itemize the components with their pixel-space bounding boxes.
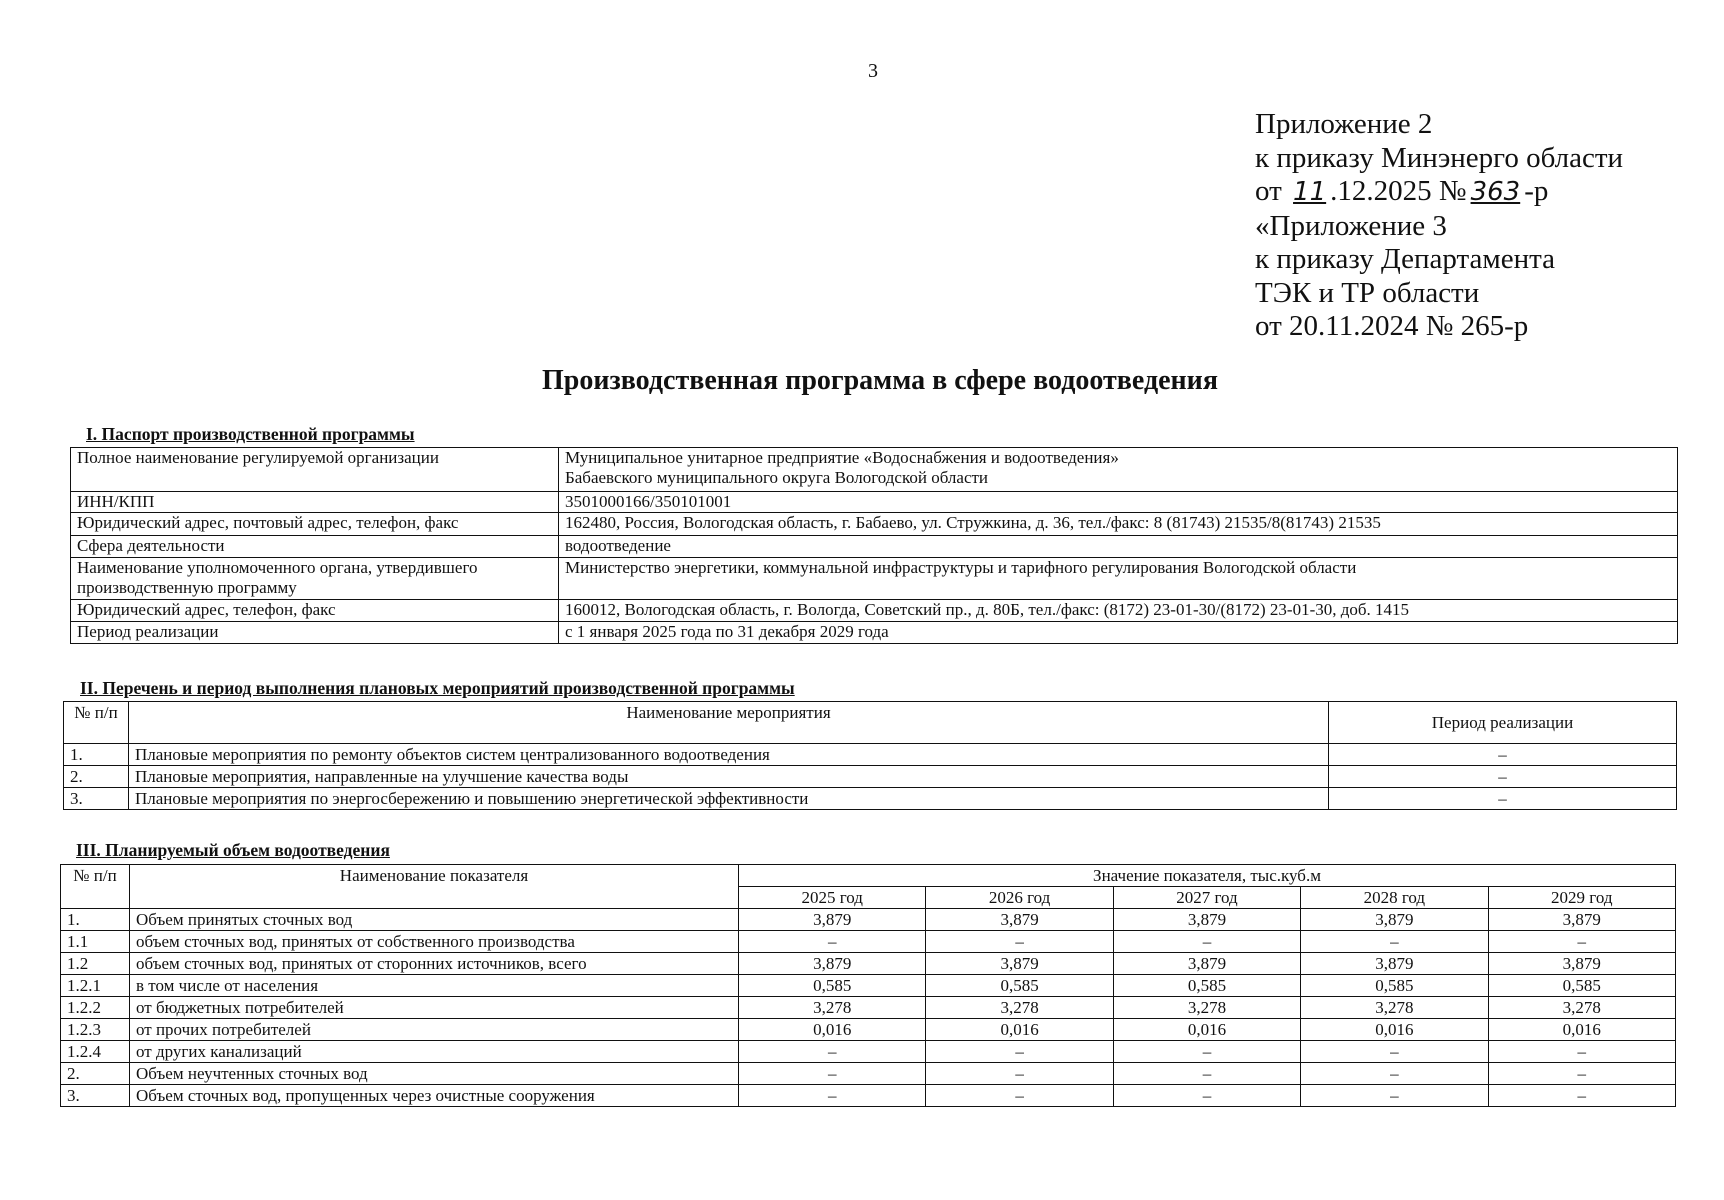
row-name: в том числе от населения: [130, 975, 739, 997]
row-value: 3,879: [739, 909, 926, 931]
table-row: [64, 744, 1677, 766]
column-header-value: Значение показателя, тыс.куб.м: [739, 865, 1676, 887]
row-value: 3,879: [1488, 909, 1675, 931]
row-value: 0,585: [1113, 975, 1300, 997]
row-value: –: [1113, 1085, 1300, 1107]
appendix-date-mid: .12.2025 №: [1330, 175, 1467, 207]
table-row: [61, 1085, 1676, 1107]
row-value: 3,879: [926, 953, 1113, 975]
row-value: 0,016: [1113, 1019, 1300, 1041]
passport-value: 162480, Россия, Вологодская область, г. Бабаево, ул. Стружкина, д. 36, тел./факс: 8 (81743) 21535/8(81743) 21535: [559, 513, 1678, 536]
row-value: 0,016: [739, 1019, 926, 1041]
table-row: [61, 997, 1676, 1019]
table-row: [64, 788, 1677, 810]
row-value: 3,879: [926, 909, 1113, 931]
column-header-period: Период реализации: [1329, 702, 1677, 744]
row-num: 2.: [61, 1063, 130, 1085]
row-name: Объем принятых сточных вод: [130, 909, 739, 931]
row-value: –: [739, 931, 926, 953]
row-num: 1.: [61, 909, 130, 931]
year-header: 2027 год: [1113, 887, 1300, 909]
table-row: [71, 600, 1678, 622]
table-row: [71, 536, 1678, 558]
row-value: 3,879: [1113, 953, 1300, 975]
passport-key: Наименование уполномоченного органа, утвердившего производственную программу: [71, 558, 559, 600]
year-header: 2025 год: [739, 887, 926, 909]
row-num: 2.: [64, 766, 129, 788]
row-period: –: [1329, 744, 1677, 766]
row-value: –: [1113, 1041, 1300, 1063]
column-header-name: Наименование мероприятия: [129, 702, 1329, 744]
row-value: 3,278: [1113, 997, 1300, 1019]
row-value: –: [1113, 931, 1300, 953]
row-value: –: [1488, 1063, 1675, 1085]
table-row: [61, 1041, 1676, 1063]
page-number: 3: [868, 60, 878, 82]
appendix-line: от 20.11.2024 № 265-р: [1255, 310, 1529, 342]
row-value: 3,278: [926, 997, 1113, 1019]
passport-key: Юридический адрес, телефон, факс: [71, 600, 559, 622]
row-value: 0,585: [926, 975, 1113, 997]
volume-table: [60, 864, 1676, 1107]
table-row: [71, 558, 1678, 600]
table-row: [61, 931, 1676, 953]
passport-value: 160012, Вологодская область, г. Вологда, Советский пр., д. 80Б, тел./факс: (8172) 23-01-30/(8172) 23-01-30, доб. 1415: [559, 600, 1678, 622]
passport-value: Министерство энергетики, коммунальной инфраструктуры и тарифного регулирования Вологодской области: [559, 558, 1678, 600]
table-row: [61, 1063, 1676, 1085]
table-row: [61, 953, 1676, 975]
row-value: –: [739, 1041, 926, 1063]
table-row: [64, 766, 1677, 788]
row-num: 1.: [64, 744, 129, 766]
row-name: от прочих потребителей: [130, 1019, 739, 1041]
handwritten-day: 11: [1293, 177, 1327, 207]
appendix-block: [1255, 108, 1623, 344]
row-value: 0,016: [1301, 1019, 1488, 1041]
table-row: [61, 1019, 1676, 1041]
year-header: 2026 год: [926, 887, 1113, 909]
row-num: 1.2.1: [61, 975, 130, 997]
row-value: 3,879: [1488, 953, 1675, 975]
handwritten-number: 363: [1470, 177, 1521, 207]
row-num: 1.1: [61, 931, 130, 953]
row-name: Объем сточных вод, пропущенных через очистные сооружения: [130, 1085, 739, 1107]
appendix-line: [1255, 175, 1623, 210]
row-value: –: [1301, 1085, 1488, 1107]
row-num: 1.2: [61, 953, 130, 975]
year-header: 2029 год: [1488, 887, 1675, 909]
row-value: 3,879: [1301, 953, 1488, 975]
row-value: –: [1301, 931, 1488, 953]
row-value: –: [1488, 931, 1675, 953]
row-period: –: [1329, 766, 1677, 788]
row-value: 0,016: [1488, 1019, 1675, 1041]
appendix-line: «Приложение 3: [1255, 209, 1447, 242]
row-value: 0,585: [1488, 975, 1675, 997]
row-value: 3,278: [739, 997, 926, 1019]
section-1-heading: I. Паспорт производственной программы: [86, 424, 415, 444]
row-num: 3.: [64, 788, 129, 810]
appendix-line: к приказу Минэнерго области: [1255, 141, 1624, 174]
row-name: объем сточных вод, принятых от собственного производства: [130, 931, 739, 953]
row-value: –: [1301, 1063, 1488, 1085]
row-num: 1.2.4: [61, 1041, 130, 1063]
appendix-date-suffix: -р: [1524, 175, 1549, 207]
row-value: 3,879: [739, 953, 926, 975]
row-num: 1.2.3: [61, 1019, 130, 1041]
row-value: 0,585: [739, 975, 926, 997]
row-value: –: [1488, 1085, 1675, 1107]
row-value: 3,278: [1301, 997, 1488, 1019]
passport-key: Сфера деятельности: [71, 536, 559, 558]
row-value: 3,278: [1488, 997, 1675, 1019]
row-value: 0,585: [1301, 975, 1488, 997]
table-row: [71, 448, 1678, 492]
table-row: [61, 909, 1676, 931]
table-row: [71, 492, 1678, 513]
row-name: Объем неучтенных сточных вод: [130, 1063, 739, 1085]
passport-table: [70, 447, 1678, 644]
table-row: [61, 975, 1676, 997]
passport-value: водоотведение: [559, 536, 1678, 558]
row-value: 3,879: [1301, 909, 1488, 931]
row-value: –: [739, 1063, 926, 1085]
row-value: –: [926, 1041, 1113, 1063]
appendix-date-prefix: от: [1255, 175, 1282, 207]
section-2-heading: II. Перечень и период выполнения плановых мероприятий производственной программы: [80, 678, 795, 698]
table-row: [71, 513, 1678, 536]
measures-table: [63, 701, 1677, 810]
passport-value: 3501000166/350101001: [559, 492, 1678, 513]
column-header-name: Наименование показателя: [130, 865, 739, 909]
document-title: Производственная программа в сфере водоотведения: [542, 365, 1218, 396]
row-name: Плановые мероприятия по ремонту объектов систем централизованного водоотведения: [129, 744, 1329, 766]
passport-key: Период реализации: [71, 622, 559, 644]
row-num: 3.: [61, 1085, 130, 1107]
passport-value: с 1 января 2025 года по 31 декабря 2029 года: [559, 622, 1678, 644]
row-value: –: [1113, 1063, 1300, 1085]
row-value: –: [926, 931, 1113, 953]
table-header-row: [61, 865, 1676, 887]
row-period: –: [1329, 788, 1677, 810]
year-header: 2028 год: [1301, 887, 1488, 909]
table-header-row: [64, 702, 1677, 744]
table-row: [71, 622, 1678, 644]
column-header-num: № п/п: [61, 865, 130, 909]
row-name: Плановые мероприятия по энергосбережению и повышению энергетической эффективности: [129, 788, 1329, 810]
row-name: объем сточных вод, принятых от сторонних источников, всего: [130, 953, 739, 975]
passport-value: Муниципальное унитарное предприятие «Водоснабжения и водоотведения» Бабаевского муниципального округа Вологодской области: [559, 448, 1678, 492]
row-value: –: [739, 1085, 926, 1107]
row-value: –: [926, 1063, 1113, 1085]
row-value: –: [1488, 1041, 1675, 1063]
row-value: –: [926, 1085, 1113, 1107]
column-header-num: № п/п: [64, 702, 129, 744]
appendix-line: к приказу Департамента: [1255, 243, 1556, 275]
passport-key: Юридический адрес, почтовый адрес, телефон, факс: [71, 513, 559, 536]
appendix-line: Приложение 2: [1255, 108, 1433, 140]
row-value: –: [1301, 1041, 1488, 1063]
row-name: Плановые мероприятия, направленные на улучшение качества воды: [129, 766, 1329, 788]
passport-key: Полное наименование регулируемой организации: [71, 448, 559, 492]
row-value: 3,879: [1113, 909, 1300, 931]
row-value: 0,016: [926, 1019, 1113, 1041]
row-name: от других канализаций: [130, 1041, 739, 1063]
passport-key: ИНН/КПП: [71, 492, 559, 513]
appendix-line: ТЭК и ТР области: [1255, 276, 1480, 309]
row-num: 1.2.2: [61, 997, 130, 1019]
row-name: от бюджетных потребителей: [130, 997, 739, 1019]
section-3-heading: III. Планируемый объем водоотведения: [76, 840, 390, 860]
